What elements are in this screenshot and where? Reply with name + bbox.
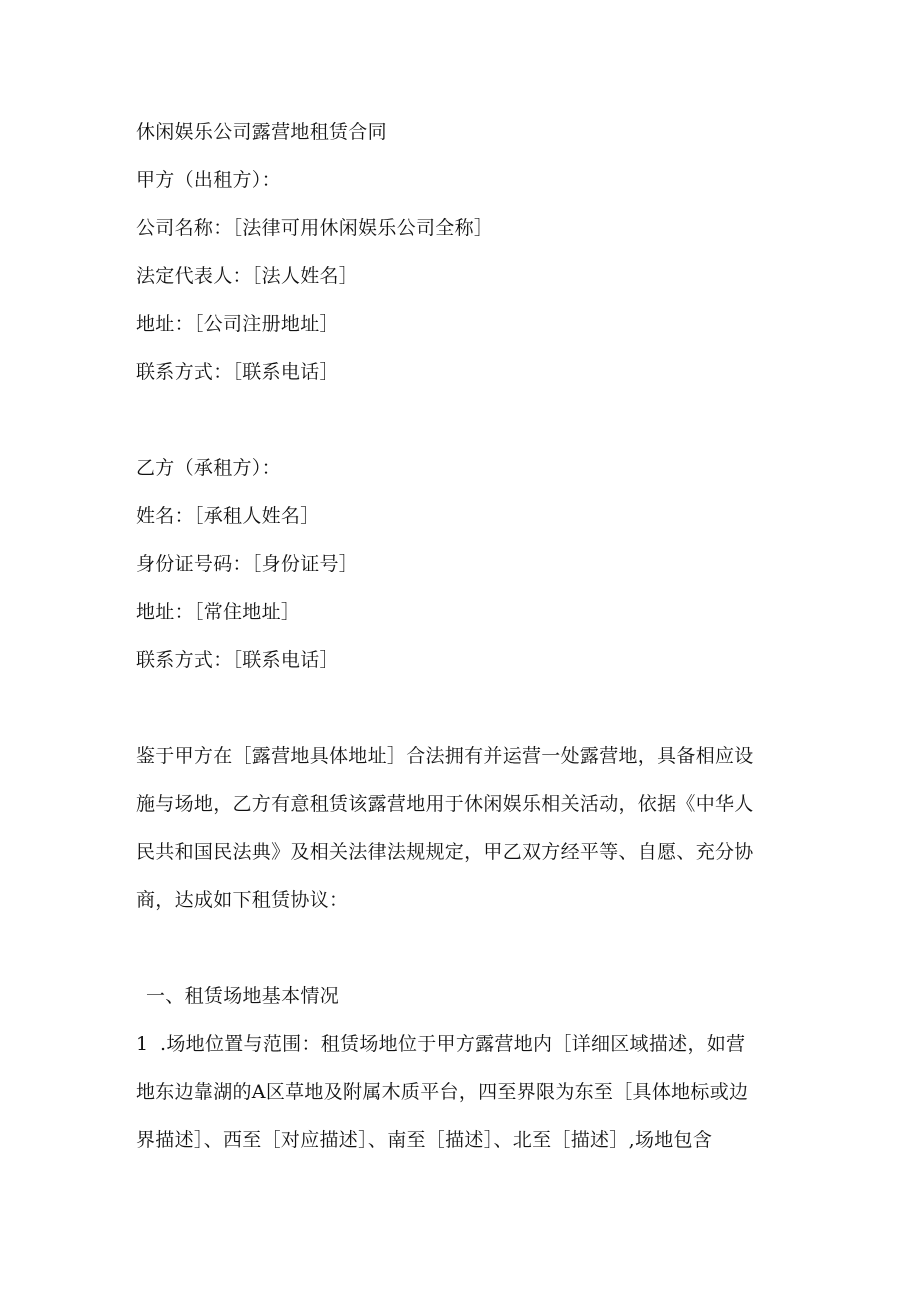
party-a-contact: 联系方式：［联系电话］ xyxy=(136,361,339,383)
party-b-id-number: 身份证号码：［身份证号］ xyxy=(136,553,359,575)
party-b-contact: 联系方式：［联系电话］ xyxy=(136,649,339,671)
item-1-text: .场地位置与范围：租赁场地位于甲方露营地内［详细区域描述，如营 xyxy=(160,1033,746,1055)
preamble-line: 商，达成如下租赁协议： xyxy=(136,889,349,911)
preamble-line: 鉴于甲方在［露营地具体地址］合法拥有并运营一处露营地，具备相应设 xyxy=(136,745,754,767)
party-b-address: 地址：［常住地址］ xyxy=(136,601,301,623)
party-a-address: 地址：［公司注册地址］ xyxy=(136,313,339,335)
preamble-line: 民共和国民法典》及相关法律法规规定，甲乙双方经平等、自愿、充分协 xyxy=(136,841,754,863)
party-b-name: 姓名：［承租人姓名］ xyxy=(136,505,320,527)
section-1-item-1 xyxy=(136,1032,786,1176)
section-1-heading: 一、租赁场地基本情况 xyxy=(146,985,340,1007)
item-1-line xyxy=(136,1032,786,1080)
item-1-number: 1 xyxy=(136,1033,149,1055)
party-b-heading: 乙方（承租方）： xyxy=(136,457,281,479)
preamble-paragraph xyxy=(136,744,786,936)
party-a-heading: 甲方（出租方）： xyxy=(136,169,281,191)
item-1-line: 界描述］、西至［对应描述］、南至［描述］、北至［描述］,场地包含 xyxy=(136,1129,713,1151)
item-1-line: 地东边靠湖的A区草地及附属木质平台，四至界限为东至［具体地标或边 xyxy=(136,1081,749,1103)
document-title: 休闲娱乐公司露营地租赁合同 xyxy=(136,121,387,143)
party-a-legal-rep: 法定代表人：［法人姓名］ xyxy=(136,265,359,287)
preamble-line: 施与场地，乙方有意租赁该露营地用于休闲娱乐相关活动，依据《中华人 xyxy=(136,793,754,815)
party-a-company-name: 公司名称：［法律可用休闲娱乐公司全称］ xyxy=(136,217,494,239)
